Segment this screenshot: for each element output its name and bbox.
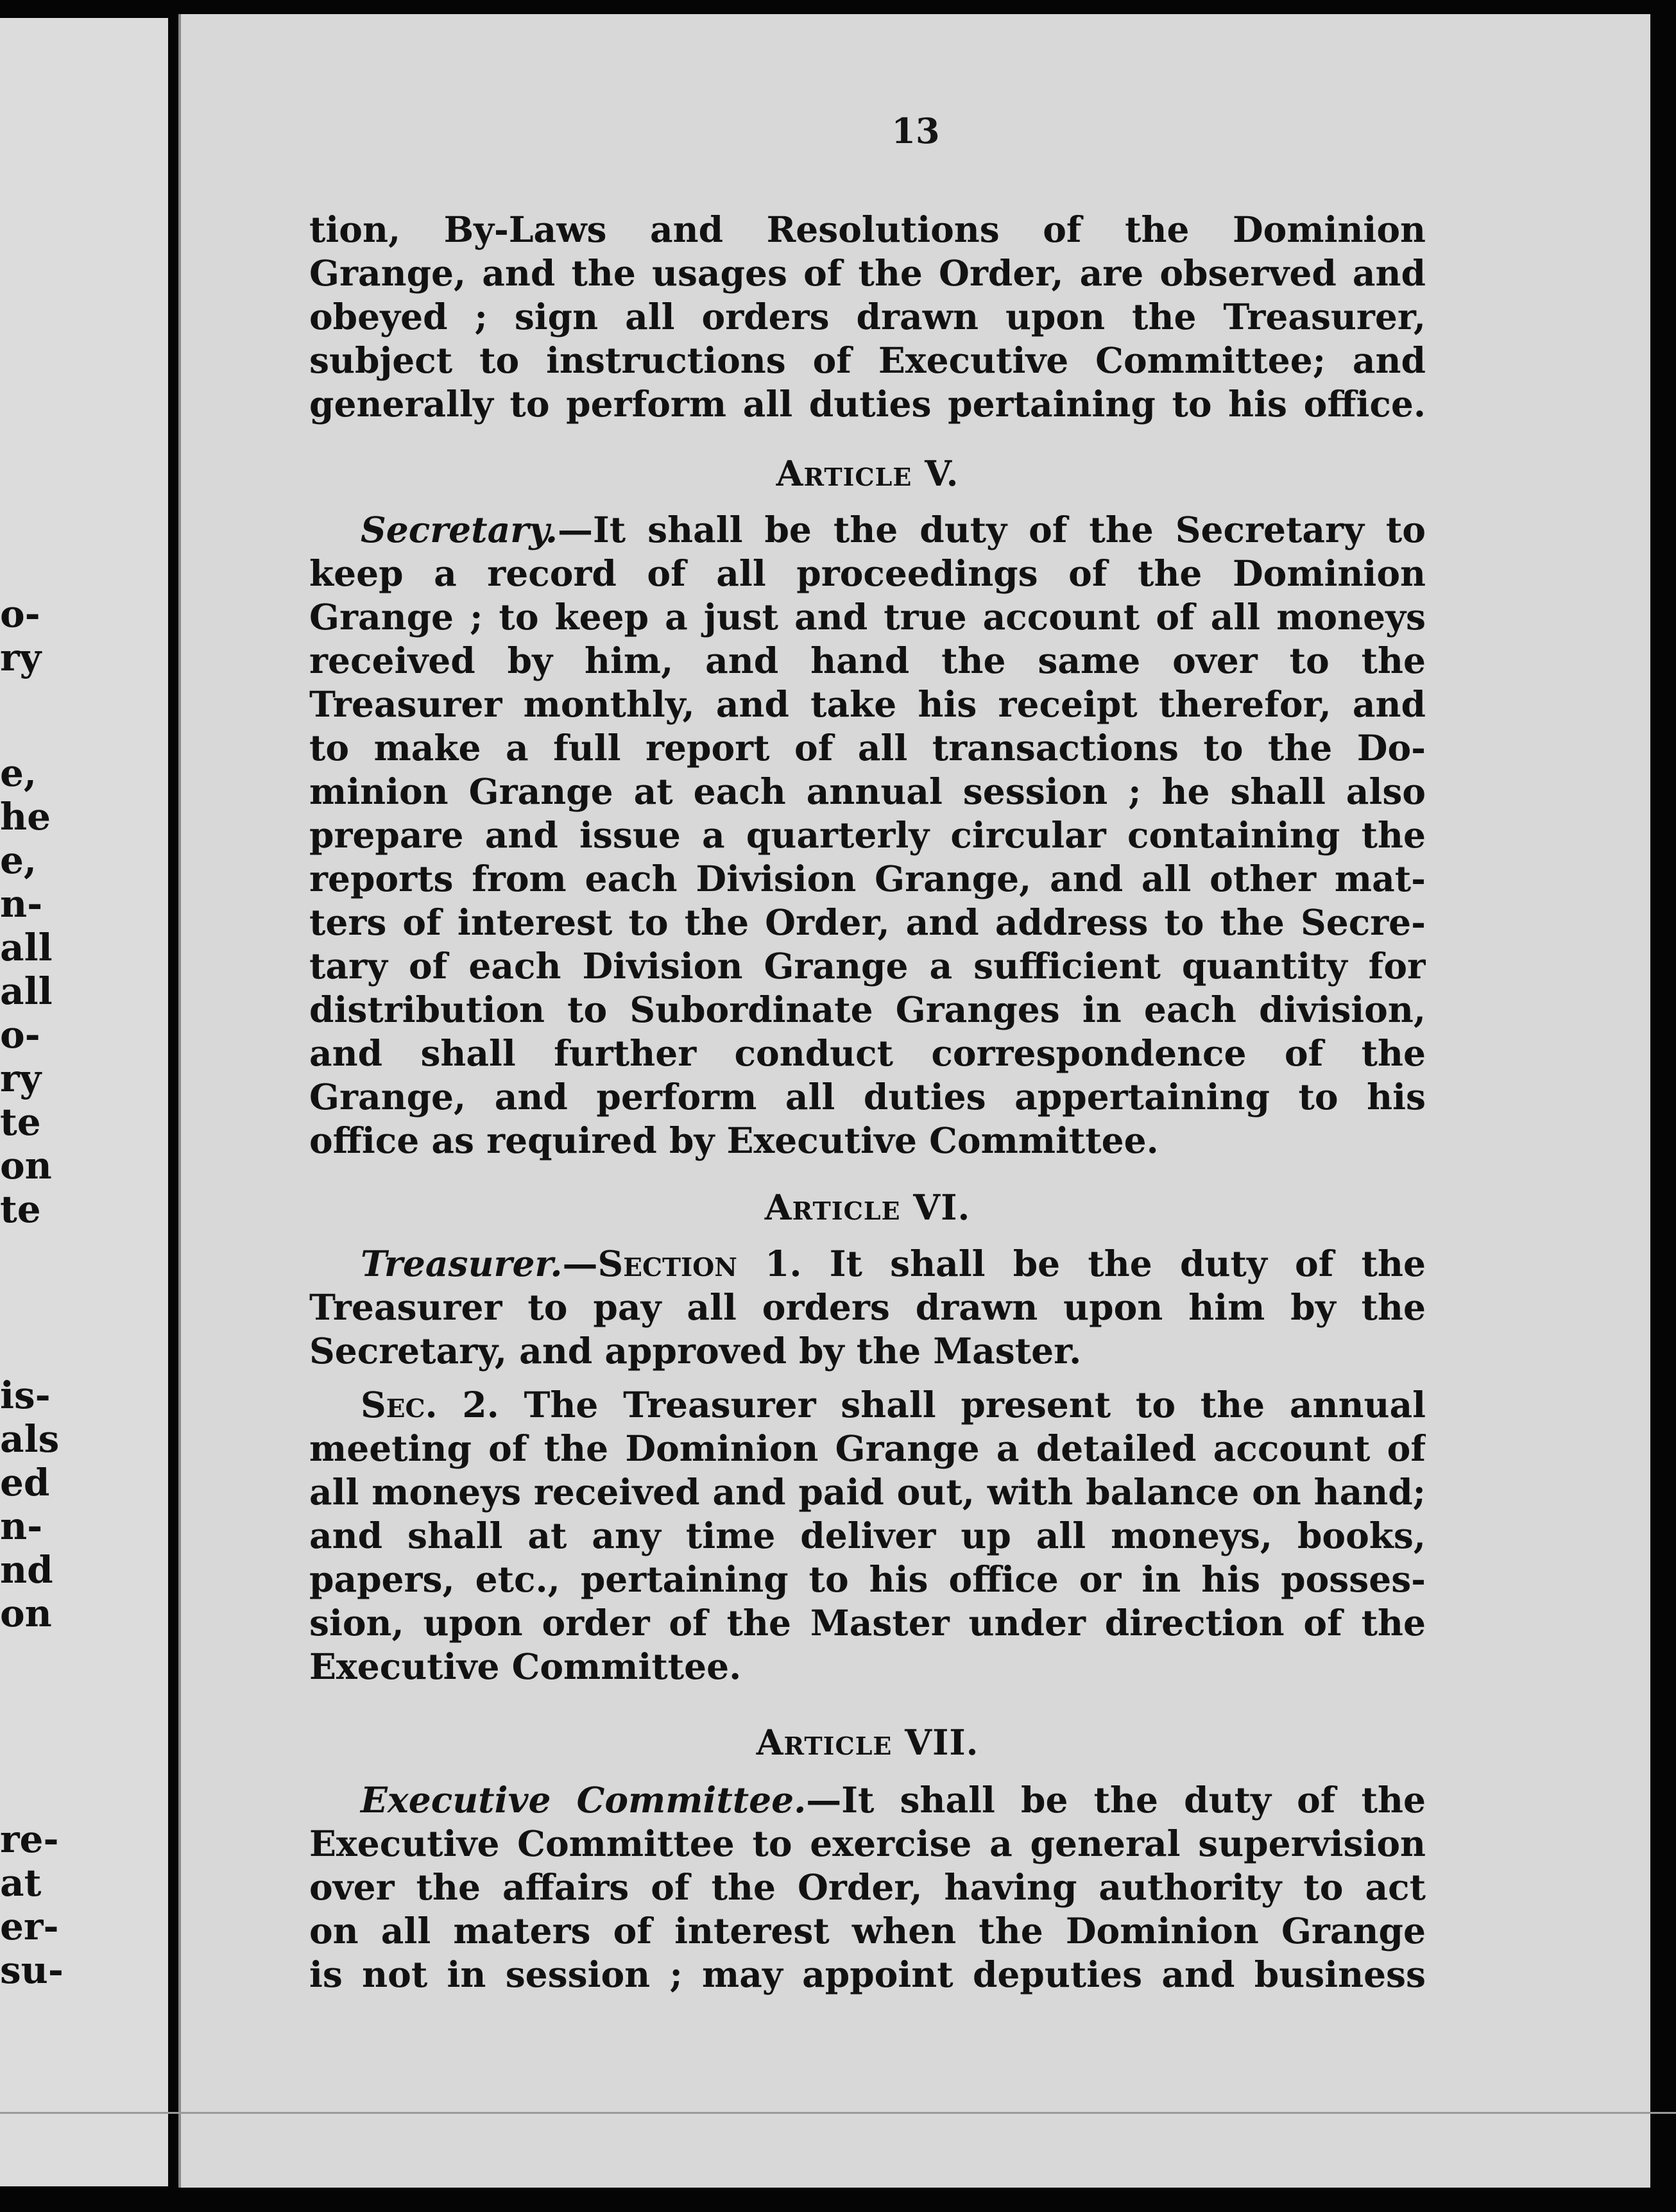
text-line: office as required by Executive Committee. bbox=[309, 1119, 1159, 1161]
article-6-heading-block bbox=[309, 1186, 1426, 1229]
text-line: and shall at any time deliver up all moneys, books, bbox=[309, 1515, 1426, 1556]
left-fragment: e, bbox=[0, 838, 37, 882]
text-line: Treasurer monthly, and take his receipt therefor, and bbox=[309, 683, 1426, 725]
article-7-first-rest: —It shall be the duty of the bbox=[806, 1779, 1426, 1821]
article-5-heading: Article V. bbox=[776, 453, 959, 494]
text-line: obeyed ; sign all orders drawn upon the Treasurer, bbox=[309, 296, 1426, 337]
article-6-first-rest: It shall be the duty of the bbox=[801, 1243, 1426, 1284]
text-line: prepare and issue a quarterly circular containing the bbox=[309, 814, 1426, 856]
text-line: Treasurer to pay all orders drawn upon him by the bbox=[309, 1286, 1426, 1328]
text-line: Executive Committee. bbox=[309, 1646, 742, 1687]
text-line: over the affairs of the Order, having authority to act bbox=[309, 1866, 1426, 1908]
article-7-heading: Article VII. bbox=[756, 1722, 979, 1763]
left-fragment: als bbox=[0, 1417, 60, 1461]
text-line: reports from each Division Grange, and all other mat- bbox=[309, 858, 1426, 899]
article-7-first-line bbox=[309, 1778, 1426, 1822]
page-number: 13 bbox=[891, 110, 940, 151]
text-line: subject to instructions of Executive Committee; and bbox=[309, 339, 1426, 381]
text-line: meeting of the Dominion Grange a detailed account of bbox=[309, 1427, 1426, 1469]
left-fragment: n- bbox=[0, 1504, 43, 1548]
left-fragment: ry bbox=[0, 636, 42, 679]
left-fragment: is- bbox=[0, 1374, 51, 1417]
article-5-paragraph bbox=[309, 508, 1426, 1162]
left-fragment: n- bbox=[0, 882, 43, 926]
section-2-first-rest: The Treasurer shall present to the annual bbox=[499, 1384, 1426, 1425]
book-page bbox=[178, 14, 1650, 2188]
text-line: is not in session ; may appoint deputies and business bbox=[309, 1953, 1426, 1995]
intro-paragraph bbox=[309, 208, 1426, 426]
text-line: Grange ; to keep a just and true account of all moneys bbox=[309, 596, 1426, 638]
text-line: Executive Committee to exercise a general supervision bbox=[309, 1823, 1426, 1864]
section-2-label: Sec. 2. bbox=[361, 1384, 499, 1425]
text-line: and shall further conduct correspondence of the bbox=[309, 1032, 1426, 1074]
article-6-heading: Article VI. bbox=[764, 1187, 971, 1228]
left-fragment: re- bbox=[0, 1817, 59, 1861]
scan-edge-line bbox=[0, 2112, 1676, 2114]
article-7-lead: Executive Committee. bbox=[361, 1779, 807, 1821]
text-line: distribution to Subordinate Granges in each division, bbox=[309, 989, 1426, 1030]
left-page-edge bbox=[0, 18, 168, 2186]
section-1-label: —Section 1. bbox=[562, 1243, 802, 1284]
article-5-first-line bbox=[309, 508, 1426, 552]
text-line: ters of interest to the Order, and address to the Secre- bbox=[309, 901, 1426, 943]
left-fragment: te bbox=[0, 1100, 41, 1144]
article-5-lead: Secretary. bbox=[361, 509, 558, 550]
left-fragment: on bbox=[0, 1592, 52, 1635]
text-line: sion, upon order of the Master under direction of the bbox=[309, 1602, 1426, 1644]
text-line: received by him, and hand the same over to the bbox=[309, 640, 1426, 681]
left-fragment: te bbox=[0, 1187, 41, 1231]
article-7-paragraph bbox=[309, 1778, 1426, 1996]
article-6-section-2 bbox=[309, 1383, 1426, 1689]
left-fragment: all bbox=[0, 926, 53, 969]
text-line: Grange, and the usages of the Order, are observed and bbox=[309, 252, 1426, 294]
text-line: tion, By-Laws and Resolutions of the Dominion bbox=[309, 208, 1426, 250]
left-fragment: o- bbox=[0, 592, 40, 636]
article-5-heading-block bbox=[309, 452, 1426, 495]
text-line: all moneys received and paid out, with balance on hand; bbox=[309, 1471, 1426, 1513]
left-fragment: on bbox=[0, 1144, 52, 1187]
article-6-first-line bbox=[309, 1242, 1426, 1286]
article-5-first-rest: —It shall be the duty of the Secretary to bbox=[558, 509, 1426, 550]
article-6-section-1 bbox=[309, 1242, 1426, 1373]
text-line: papers, etc., pertaining to his office or in his posses- bbox=[309, 1558, 1426, 1600]
left-fragment: nd bbox=[0, 1548, 53, 1592]
section-2-first-line bbox=[309, 1383, 1426, 1427]
left-fragment: at bbox=[0, 1861, 42, 1905]
left-fragment: er- bbox=[0, 1905, 59, 1948]
left-fragment: ry bbox=[0, 1057, 42, 1100]
text-line: Grange, and perform all duties appertaining to his bbox=[309, 1076, 1426, 1118]
text-line: minion Grange at each annual session ; he shall also bbox=[309, 770, 1426, 812]
article-7-heading-block bbox=[309, 1721, 1426, 1764]
text-line: generally to perform all duties pertaining to his office. bbox=[309, 383, 1426, 425]
left-fragment: he bbox=[0, 795, 51, 838]
text-line: tary of each Division Grange a sufficient quantity for bbox=[309, 945, 1426, 987]
left-fragment: su- bbox=[0, 1948, 64, 1992]
left-fragment: e, bbox=[0, 751, 37, 795]
text-line: Secretary, and approved by the Master. bbox=[309, 1330, 1082, 1372]
left-fragment: ed bbox=[0, 1461, 50, 1504]
left-fragment: o- bbox=[0, 1013, 40, 1057]
left-fragment: all bbox=[0, 969, 53, 1013]
text-line: keep a record of all proceedings of the Dominion bbox=[309, 552, 1426, 594]
text-line: on all maters of interest when the Dominion Grange bbox=[309, 1910, 1426, 1952]
article-6-lead: Treasurer. bbox=[361, 1243, 563, 1284]
text-line: to make a full report of all transactions to the Do- bbox=[309, 727, 1426, 769]
